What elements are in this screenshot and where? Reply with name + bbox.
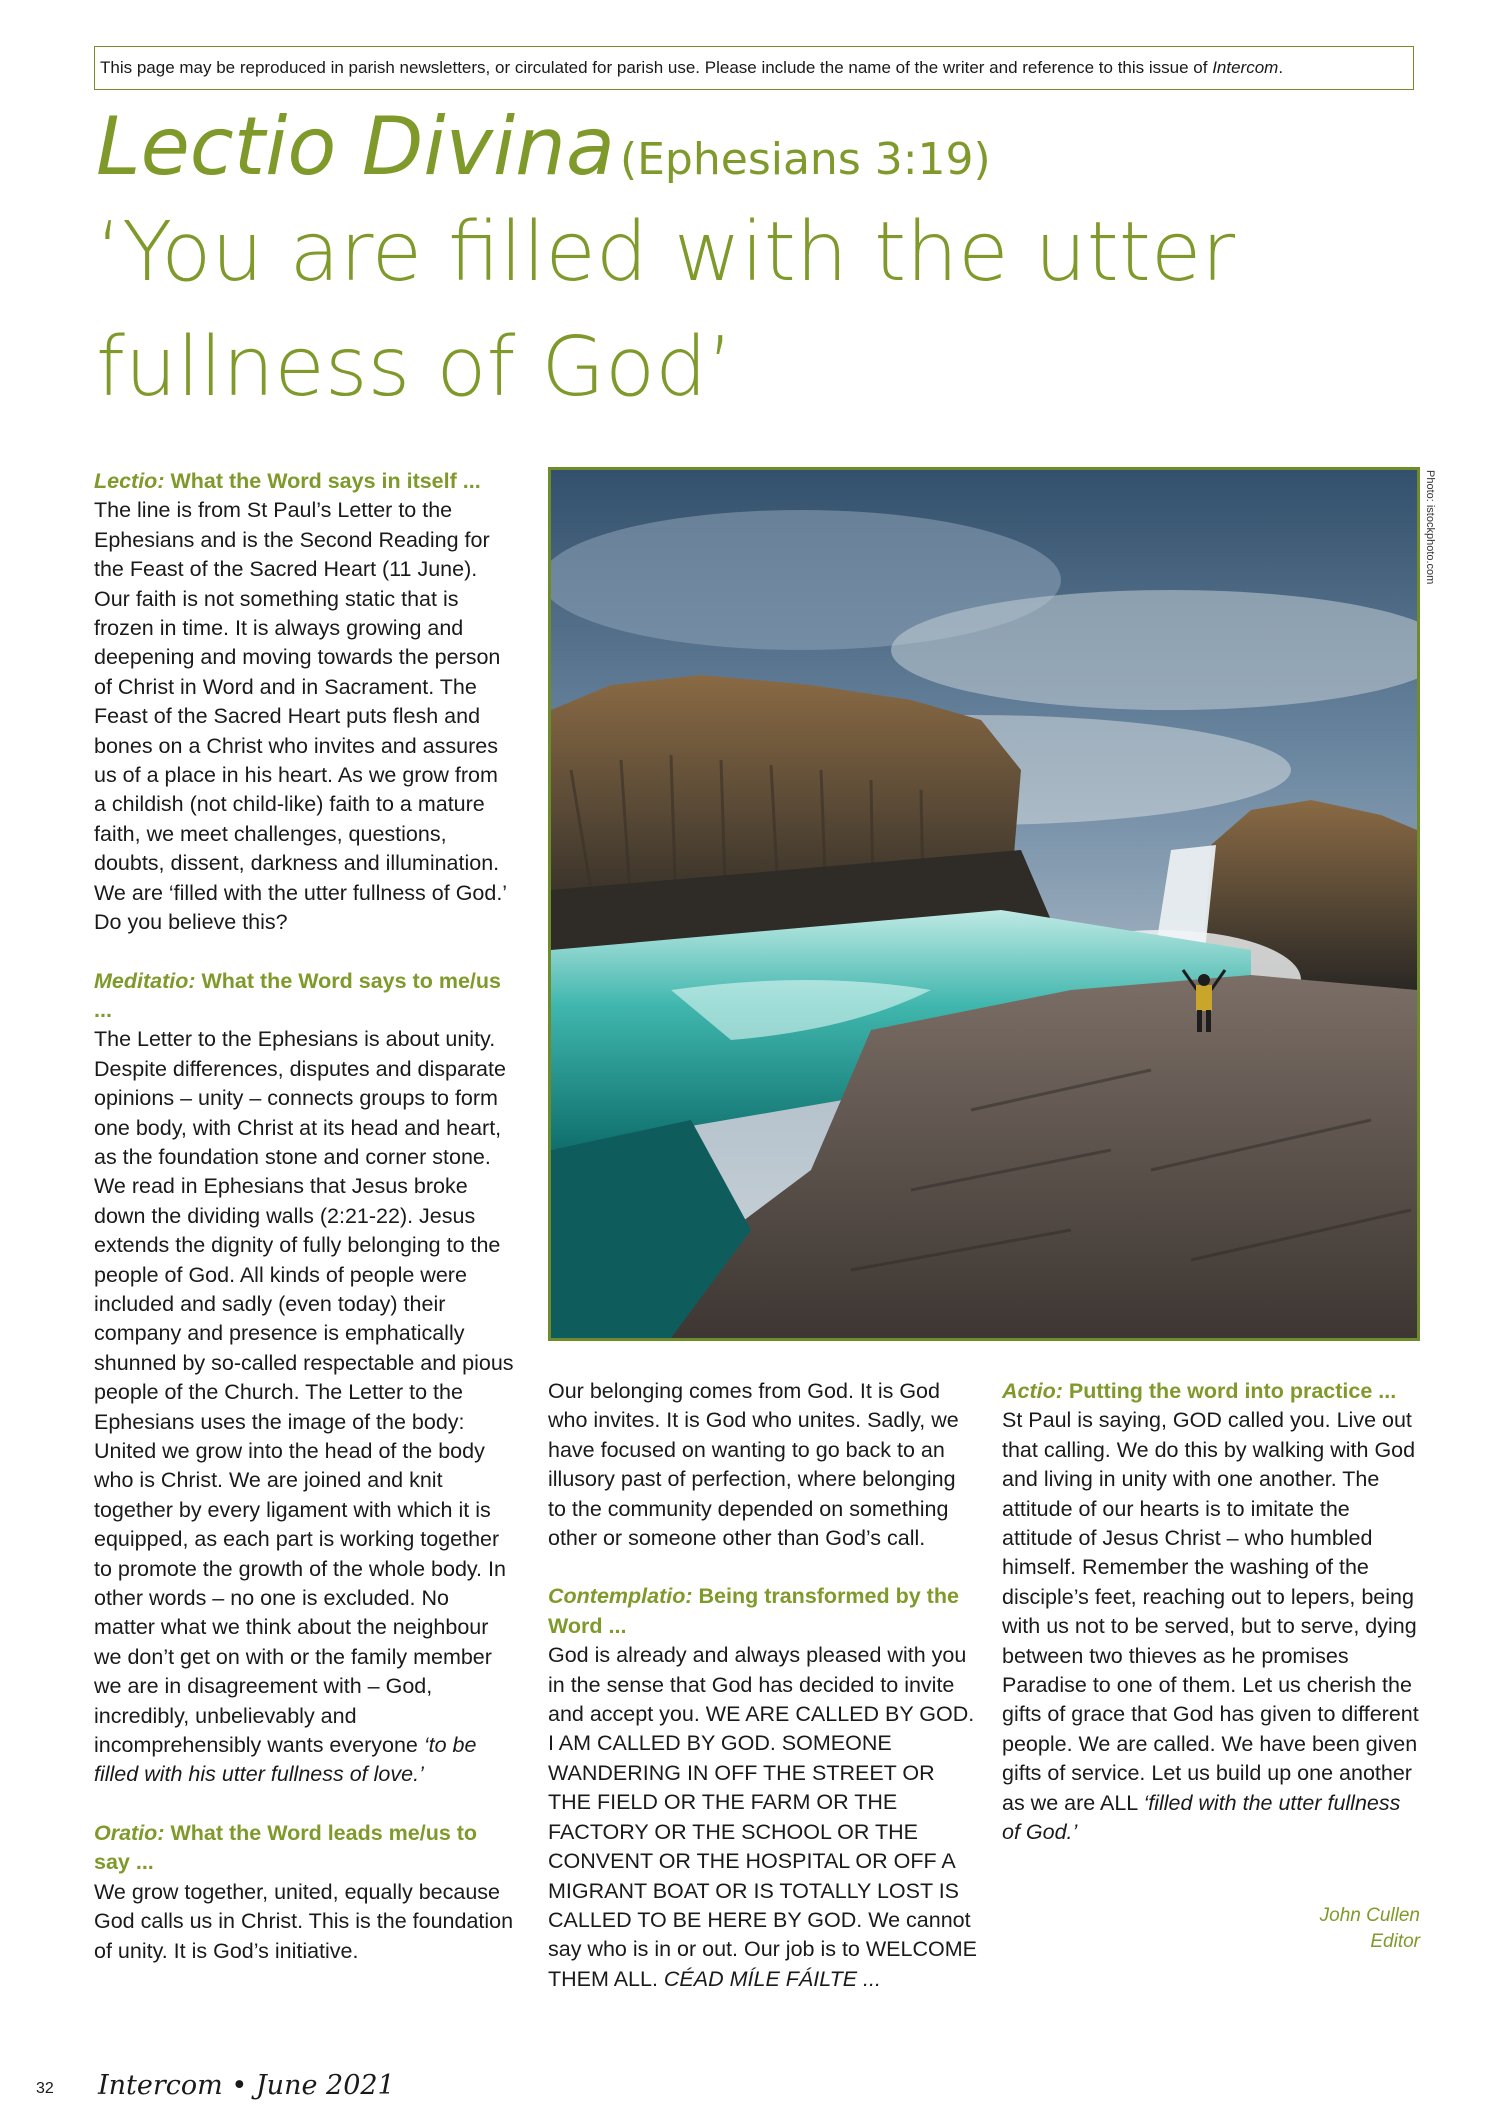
- title-line-3: fullness of God’: [96, 320, 734, 415]
- reproduction-notice: [94, 46, 1414, 90]
- author-signature: [1200, 1903, 1420, 1955]
- oratio-term: Oratio:: [94, 1820, 165, 1845]
- actio-term: Actio:: [1002, 1379, 1063, 1403]
- contemplatio-body-greeting: CÉAD MÍLE FÁILTE ...: [663, 1966, 881, 1991]
- contemplatio-heading-text: Being transformed by the Word ...: [548, 1584, 959, 1638]
- column-right: [1002, 1377, 1424, 1848]
- contemplatio-body-text: God is already and always pleased with you in the sense that God has decided to invite and accept you. WE ARE CALLED BY GOD. I AM CALLED BY GOD. SOMEONE WANDERING IN OFF THE STREET OR THE FIELD OR THE FARM OR THE FACTORY OR THE SCHOOL OR THE CONVENT OR THE HOSPITAL OR OFF A MIGRANT BOAT OR IS TOTALLY LOST IS CALLED TO BE HERE BY GOD. We cannot say who is in or out. Our job is to WELCOME THEM ALL.: [548, 1643, 977, 1991]
- waterfall-landscape-image: [551, 470, 1417, 1338]
- actio-heading: [1002, 1377, 1424, 1406]
- actio-body: [1002, 1406, 1424, 1847]
- actio-body-text: St Paul is saying, GOD called you. Live out that calling. We do this by walking with God and living in unity with one another. The attitude of our hearts is to imitate the attitude of Jesus Christ – who humbled himself. Remember the washing of the disciple’s feet, reaching out to lepers, being with us not to be served, but to serve, dying between two thieves as he promises Paradise to one of them. Let us cherish the gifts of grace that God has given to different people. We are called. We have been given gifts of service. Let us build up one another as we are ALL: [1002, 1408, 1419, 1815]
- meditatio-body: [94, 1025, 514, 1790]
- title-line-2: ‘You are filled with the utter: [96, 205, 1236, 300]
- oratio-heading: [94, 1819, 514, 1878]
- oratio-heading-text: What the Word leads me/us to say ...: [94, 1820, 478, 1875]
- meditatio-heading: [94, 967, 514, 1026]
- oratio-body: We grow together, united, equally because God calls us in Christ. This is the foundation of unity. It is God’s initiative.: [94, 1879, 514, 1963]
- column-middle: [548, 1377, 978, 1994]
- notice-publication-name: Intercom: [1212, 58, 1279, 77]
- author-role: Editor: [1370, 1931, 1420, 1952]
- waterfall-photo: [548, 467, 1420, 1341]
- notice-text: This page may be reproduced in parish newsletters, or circulated for parish use. Please include the name of the writer and reference to this issue of: [100, 58, 1213, 77]
- oratio-continued-body: Our belonging comes from God. It is God who invites. It is God who unites. Sadly, we have focused on wanting to go back to an illusory past of perfection, where belonging to the community depended on something other or someone other than God’s call.: [548, 1379, 959, 1551]
- contemplatio-body: [548, 1641, 978, 1994]
- page-number: 32: [36, 2080, 54, 2097]
- contemplatio-term: Contemplatio:: [548, 1584, 693, 1609]
- notice-end: .: [1278, 58, 1284, 77]
- author-name: John Cullen: [1319, 1905, 1420, 1926]
- lectio-body: The line is from St Paul’s Letter to the Ephesians and is the Second Reading for the Feast of the Sacred Heart (11 June). Our faith is not something static that is frozen in time. It is always growing and deepening and moving towards the person of Christ in Word and in Sacrament. The Feast of the Sacred Heart puts flesh and bones on a Christ who invites and assures us of a place in his heart. As we grow from a childish (not child-like) faith to a mature faith, we meet challenges, questions, doubts, dissent, darkness and illumination. We are ‘filled with the utter fullness of God.’ Do you believe this?: [94, 498, 507, 935]
- meditatio-term: Meditatio:: [94, 968, 196, 993]
- lectio-term: Lectio:: [94, 469, 165, 493]
- actio-body-quote: ‘filled with the utter fullness of God.’: [1002, 1790, 1401, 1845]
- lectio-heading-text: What the Word says in itself ...: [164, 469, 481, 493]
- title-line-1: [96, 100, 991, 193]
- contemplatio-heading: [548, 1582, 978, 1641]
- column-left: [94, 467, 514, 1966]
- publication-issue: Intercom • June 2021: [98, 2070, 395, 2101]
- meditatio-body-quote: ‘to be filled with his utter fullness of love.’: [94, 1733, 477, 1787]
- title-scripture-reference: (Ephesians 3:19): [619, 134, 991, 185]
- title-lectio-divina: Lectio Divina: [96, 100, 615, 193]
- actio-heading-text: Putting the word into practice ...: [1062, 1379, 1397, 1403]
- meditatio-body-text: The Letter to the Ephesians is about unity. Despite differences, disputes and disparate opinions – unity – connects groups to form one body, with Christ at its head and heart, as the foundation stone and corner stone. We read in Ephesians that Jesus broke down the dividing walls (2:21-22). Jesus extends the dignity of fully belonging to the people of God. All kinds of people were included and sadly (even today) their company and presence is emphatically shunned by so-called respectable and pious people of the Church. The Letter to the Ephesians uses the image of the body: United we grow into the head of the body who is Christ. We are joined and knit together by every ligament with which it is equipped, as each part is working together to promote the growth of the whole body. In other words – no one is excluded. No matter what we think about the neighbour we don’t get on with or the family member we are in disagreement with – God, incredibly, unbelievably and incomprehensibly wants everyone: [94, 1027, 514, 1758]
- photo-credit-text: Photo: istockphoto.com: [1424, 470, 1436, 585]
- lectio-heading: [94, 467, 514, 496]
- meditatio-heading-text: What the Word says to me/us ...: [94, 968, 501, 1022]
- photo-credit: [1420, 470, 1440, 600]
